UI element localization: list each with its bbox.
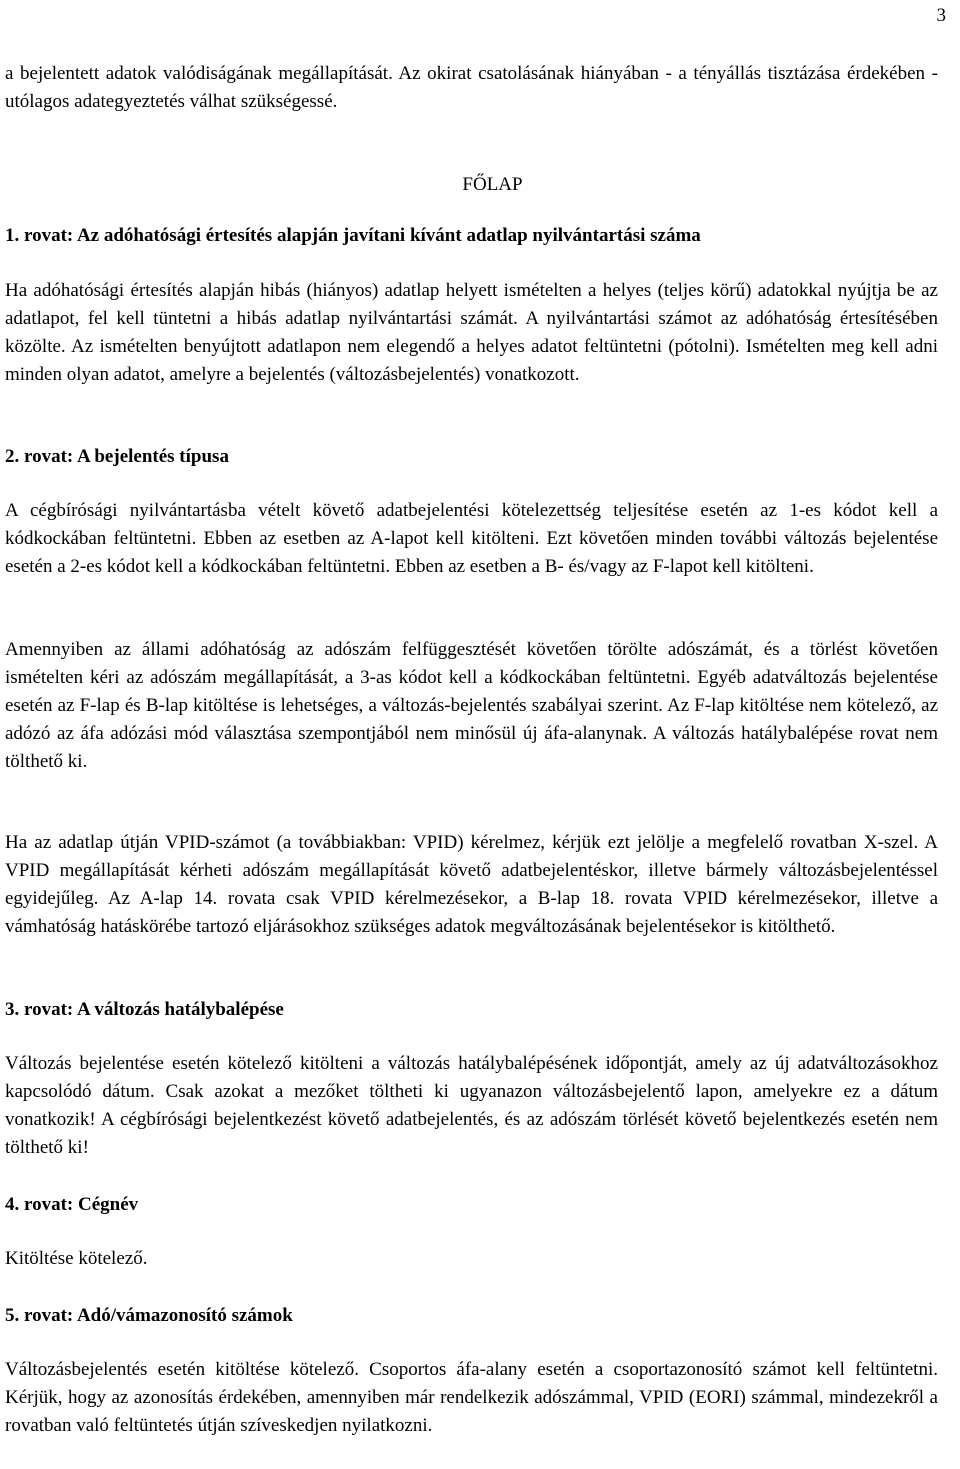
section-5-paragraph-1: Változásbejelentés esetén kitöltése kötelező. Csoportos áfa-alany esetén a csoportazonosító számot kell feltüntetni. Kérjük, hogy az azonosítás érdekében, amennyiben már rendelkezik adószámmal, VPID (EORI) számmal, mindezekről a rovatban való feltüntetés útján szíveskedjen nyilatkozni.: [5, 1359, 938, 1436]
section-3-heading: 3. rovat: A változás hatálybalépése: [5, 999, 284, 1020]
main-title: [5, 171, 938, 199]
section-1-heading: 1. rovat: Az adóhatósági értesítés alapján javítani kívánt adatlap nyilvántartási száma: [5, 225, 701, 246]
main-title-text: FŐLAP: [462, 174, 523, 195]
section-2-paragraph-1: A cégbírósági nyilvántartásba vételt követő adatbejelentési kötelezettség teljesítése esetén az 1-es kódot kell a kódkockában feltüntetni. Ebben az esetben az A-lapot kell kitölteni. Ezt követően minden további változás bejelentése esetén a 2-es kódot kell a kódkockában feltüntetni. Ebben az esetben a B- és/vagy az F-lapot kell kitölteni.: [5, 500, 938, 577]
section-5-heading: 5. rovat: Adó/vámazonosító számok: [5, 1305, 293, 1326]
section-3-paragraph-1: Változás bejelentése esetén kötelező kitölteni a változás hatálybalépésének időpontját, amely az új adatváltozásokhoz kapcsolódó dátum. Csak azokat a mezőket töltheti ki ugyanazon változásbejelentő lapon, amelyekre ez a dátum vonatkozik! A cégbírósági bejelentkezést követő adatbejelentés, és az adószám törlését követő bejelentkezés esetén nem tölthető ki!: [5, 1053, 938, 1158]
section-2-paragraph-3: Ha az adatlap útján VPID-számot (a továbbiakban: VPID) kérelmez, kérjük ezt jelölje a megfelelő rovatban X-szel. A VPID megállapítását kérheti adószám megállapítását követő adatbejelentéskor, illetve bármely változásbejelentéssel egyidejűleg. Az A-lap 14. rovata csak VPID kérelmezésekor, a B-lap 18. rovata VPID kérelmezésekor, illetve a vámhatóság hatáskörébe tartozó eljárásokhoz szükséges adatok megváltozásának bejelentésekor is kitölthető.: [5, 832, 938, 937]
page-number: 3: [936, 5, 946, 26]
section-2-heading: 2. rovat: A bejelentés típusa: [5, 446, 229, 467]
intro-paragraph: a bejelentett adatok valódiságának megállapítását. Az okirat csatolásának hiányában - a tényállás tisztázása érdekében - utólagos adategyeztetés válhat szükségessé.: [5, 63, 938, 112]
section-4-paragraph-1: Kitöltése kötelező.: [5, 1248, 148, 1269]
section-2-paragraph-2: Amennyiben az állami adóhatóság az adószám felfüggesztését követően törölte adószámát, és a törlést követően ismételten kéri az adószám megállapítását, a 3-as kódot kell a kódkockában feltüntetni. Egyéb adatváltozás bejelentése esetén az F-lap és B-lap kitöltése is lehetséges, a változás-bejelentés szabályai szerint. Az F-lap kitöltése nem kötelező, az adózó az áfa adózási mód választása szempontjából nem minősül új áfa-alanynak. A változás hatálybalépése rovat nem tölthető ki.: [5, 639, 938, 772]
section-1-paragraph-1: Ha adóhatósági értesítés alapján hibás (hiányos) adatlap helyett ismételten a helyes (teljes körű) adatokkal nyújtja be az adatlapot, fel kell tüntetni a hibás adatlap nyilvántartási számát. A nyilvántartási számot az adóhatóság értesítésében közölte. Az ismételten benyújtott adatlapon nem elegendő a helyes adatot feltüntetni (pótolni). Ismételten meg kell adni minden olyan adatot, amelyre a bejelentés (változásbejelentés) vonatkozott.: [5, 280, 938, 385]
section-4-heading: 4. rovat: Cégnév: [5, 1194, 139, 1215]
